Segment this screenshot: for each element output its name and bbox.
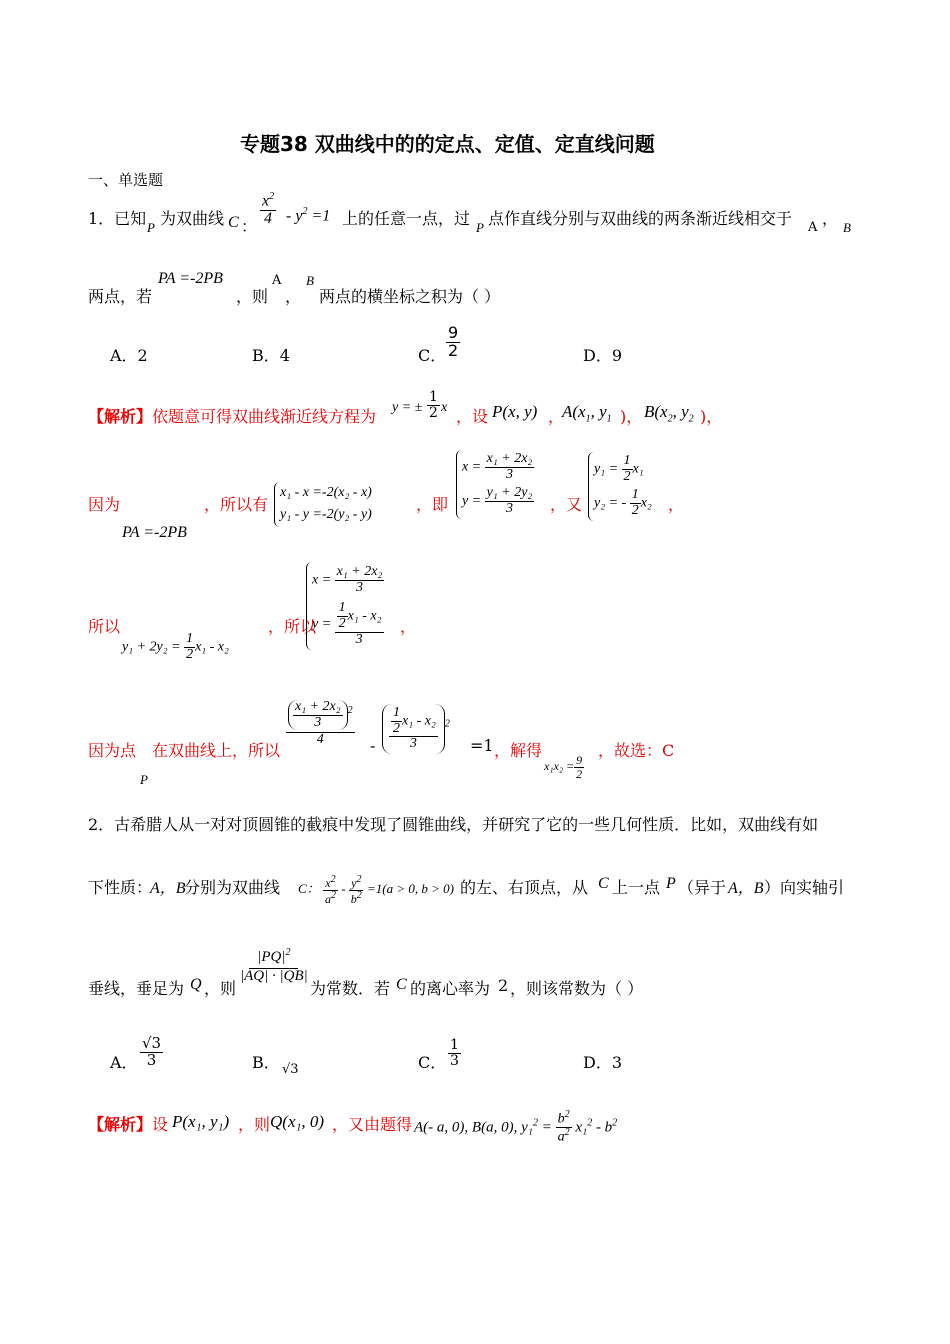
q2-hyperbola: C： $\frac{x^2}{a^2}$ - $\frac{y^2}{b^2}$ =1(a > 0, b > 0) — [298, 874, 455, 906]
sol1-tag: 【解析】 — [88, 407, 153, 426]
sol1-text4: )， — [620, 407, 643, 426]
sol1-system3: y₁ = $\frac{1}{2}$ x₁ y₂ = - $\frac{1}{2}$ x₂ — [588, 452, 652, 521]
q2-l3-text1: 垂线，垂足为 — [88, 979, 185, 998]
sol1-text5: )， — [700, 407, 723, 426]
q1-line2-comma: ， — [285, 287, 302, 306]
q1-comma: ， — [822, 209, 839, 228]
sol2-text3: ，又由题得 — [332, 1115, 413, 1134]
q1-colon: ： — [241, 217, 258, 236]
q1-text2: 上的任意一点，过 — [342, 209, 471, 228]
q2-option-d[interactable]: D．3 — [583, 1053, 623, 1072]
sol1-minus: - — [370, 736, 376, 755]
sol1-l2-text2: ，所以有 — [204, 495, 269, 514]
sol1-x: x — [441, 400, 448, 415]
q2-l3-two: 2 — [498, 976, 509, 995]
q2-l2-ab: A，B — [150, 880, 186, 897]
q2-l3-text5: ，则该常数为（ ） — [510, 979, 644, 998]
q2-l3-c: C — [396, 976, 407, 993]
sol1-l4-text4: ，故选：C — [598, 741, 675, 760]
sol1-axy: $A(x_1$, $y_1$ — [562, 402, 612, 425]
q2-l2-text5: （异于 — [678, 878, 727, 897]
q1-condition: PA =-2PB — [158, 270, 223, 287]
q2-line1: 2．古希腊人从一对对顶圆锥的截痕中发现了圆锥曲线，并研究了它的一些几何性质．比如，双曲线有如 — [88, 815, 819, 834]
q2-l3-text4: 的离心率为 — [410, 979, 491, 998]
sol1-l2-text1: 因为 — [88, 495, 121, 514]
q1-eq-frac: $\frac{x^2}{4}$ — [262, 191, 275, 228]
q2-option-b[interactable]: B． √3 — [252, 1053, 299, 1077]
q1-eq-rest: - $y^2 =1$ — [286, 206, 331, 225]
sol2-text1: 设 — [152, 1115, 169, 1134]
q1-text3: 点作直线分别与双曲线的两条渐近线相交于 — [488, 209, 793, 228]
sol1-l3-eq: y₁ + 2y₂ = $\frac{1}{2}$ x₁ - x₂ — [122, 631, 229, 662]
q2-l2-text2: 分别为双曲线 — [184, 878, 281, 897]
sol2-vertices: A(- a, 0), B(a, 0), y₁$^2$ = $\frac{b^2}{a^2}$ $x_1^2 - b^2$ — [414, 1109, 618, 1145]
q1-number: 1．已知 — [88, 209, 147, 228]
sol1-bxy: $B(x_2$, $y_2$ — [644, 402, 694, 425]
q1-option-a[interactable]: A．2 — [110, 346, 148, 365]
sol1-pxy: P(x, y) — [492, 402, 538, 421]
sol1-l3-text2: ，所以 — [268, 617, 317, 636]
sol1-l4-text3: ，解得 — [494, 741, 543, 760]
sol1-l4-p: P — [140, 772, 148, 787]
sol1-l3-text1: 所以 — [88, 617, 121, 636]
sol1-text2: ，设 — [456, 407, 489, 426]
sol1-l2-text4: ，又 — [550, 495, 583, 514]
q2-l2-c2: C — [598, 875, 609, 892]
sol1-system2: x = $\frac{\text{x₁ + 2x₂}}{3}$ y = $\frac{\text{y₁ + 2y₂}}{3}$ — [456, 450, 534, 519]
q1-option-d[interactable]: D．9 — [583, 346, 623, 365]
sol1-l4-text2: 在双曲线上，所以 — [152, 741, 281, 760]
q2-ratio: $\frac{|PQ|^2}{|AQ| \cdot |QB|}$ — [240, 947, 308, 984]
page-title: 专题38 双曲线中的的定点、定值、定直线问题 — [240, 132, 655, 156]
q2-option-a[interactable]: A． $\frac{√3}{3}$ — [110, 1034, 162, 1072]
q1-line2-b: B — [306, 273, 314, 288]
q1-line2-text1: 两点，若 — [88, 287, 153, 306]
q2-l2-text4: 上一点 — [612, 878, 661, 897]
q2-l2-text6: ）向实轴引 — [764, 878, 845, 897]
sol1-big-frac1: $\frac{\text{x₁ + 2x₂}}{3}$ $^2$ 4 — [286, 700, 355, 748]
sol1-l2-text5: ， — [668, 495, 685, 514]
q1-line2-text3: 两点的横坐标之积为（ ） — [319, 287, 501, 306]
q1-point-a: A — [808, 220, 818, 235]
q1-option-b[interactable]: B．4 — [252, 346, 290, 365]
sol2-qxy: Q(x₁, 0) — [270, 1112, 325, 1131]
q1-point-b: B — [843, 220, 851, 235]
q1-curve-c: C — [228, 214, 239, 231]
q1-point-p: P — [147, 220, 155, 235]
sol1-text1: 依题意可得双曲线渐近线方程为 — [152, 407, 377, 426]
sol1-l2-text3: ，即 — [416, 495, 449, 514]
q2-l2-ab2: A，B — [728, 880, 764, 897]
q1-text1: 为双曲线 — [160, 209, 225, 228]
q2-l3-text2: ，则 — [204, 979, 237, 998]
q1-point-p2: P — [476, 220, 484, 235]
sol1-asym: y = ± — [392, 400, 423, 415]
q2-l2-text1: 下性质： — [88, 878, 153, 897]
q1-option-c[interactable]: C． $\frac{9}{2}$ — [418, 323, 459, 365]
sol2-pxy: P(x₁, y₁) — [172, 1112, 230, 1131]
q2-l2-p: P — [666, 875, 676, 892]
sol1-text3: ， — [548, 407, 565, 426]
sol2-text2: ，则 — [238, 1115, 271, 1134]
sol1-big-frac2: $\frac{1}{2}$ x₁ - x₂ 3 $^2$ — [382, 704, 450, 754]
sol1-system4: x = $\frac{\text{x₁ + 2x₂}}{3}$ y = $\frac{1}{2}$ x₁ - x₂ 3 — [306, 562, 384, 650]
sol1-result: x₁x₂ = $\frac{9}{2}$ — [544, 753, 583, 781]
sol2-tag: 【解析】 — [88, 1115, 153, 1134]
sol1-half: $\frac{1}{2}$ — [429, 389, 438, 421]
q1-line2-text2: ，则 — [236, 287, 269, 306]
section-heading: 一、单选题 — [88, 171, 164, 189]
q2-l3-q: Q — [190, 976, 202, 993]
sol1-l2-cond: PA =-2PB — [122, 524, 187, 541]
sol1-l4-text1: 因为点 — [88, 741, 137, 760]
sol1-system1: x₁ - x =-2(x₂ - x) y₁ - y =-2(y₂ - y) — [274, 482, 372, 527]
q2-l3-text3: 为常数．若 — [310, 979, 391, 998]
q1-line2-a: A — [272, 273, 282, 288]
sol1-eq1: =1 — [470, 736, 494, 755]
sol1-l3-text3: ， — [400, 617, 417, 636]
q2-l2-text3: 的左、右顶点，从 — [460, 878, 589, 897]
q2-option-c[interactable]: C． $\frac{1}{3}$ — [418, 1037, 459, 1072]
